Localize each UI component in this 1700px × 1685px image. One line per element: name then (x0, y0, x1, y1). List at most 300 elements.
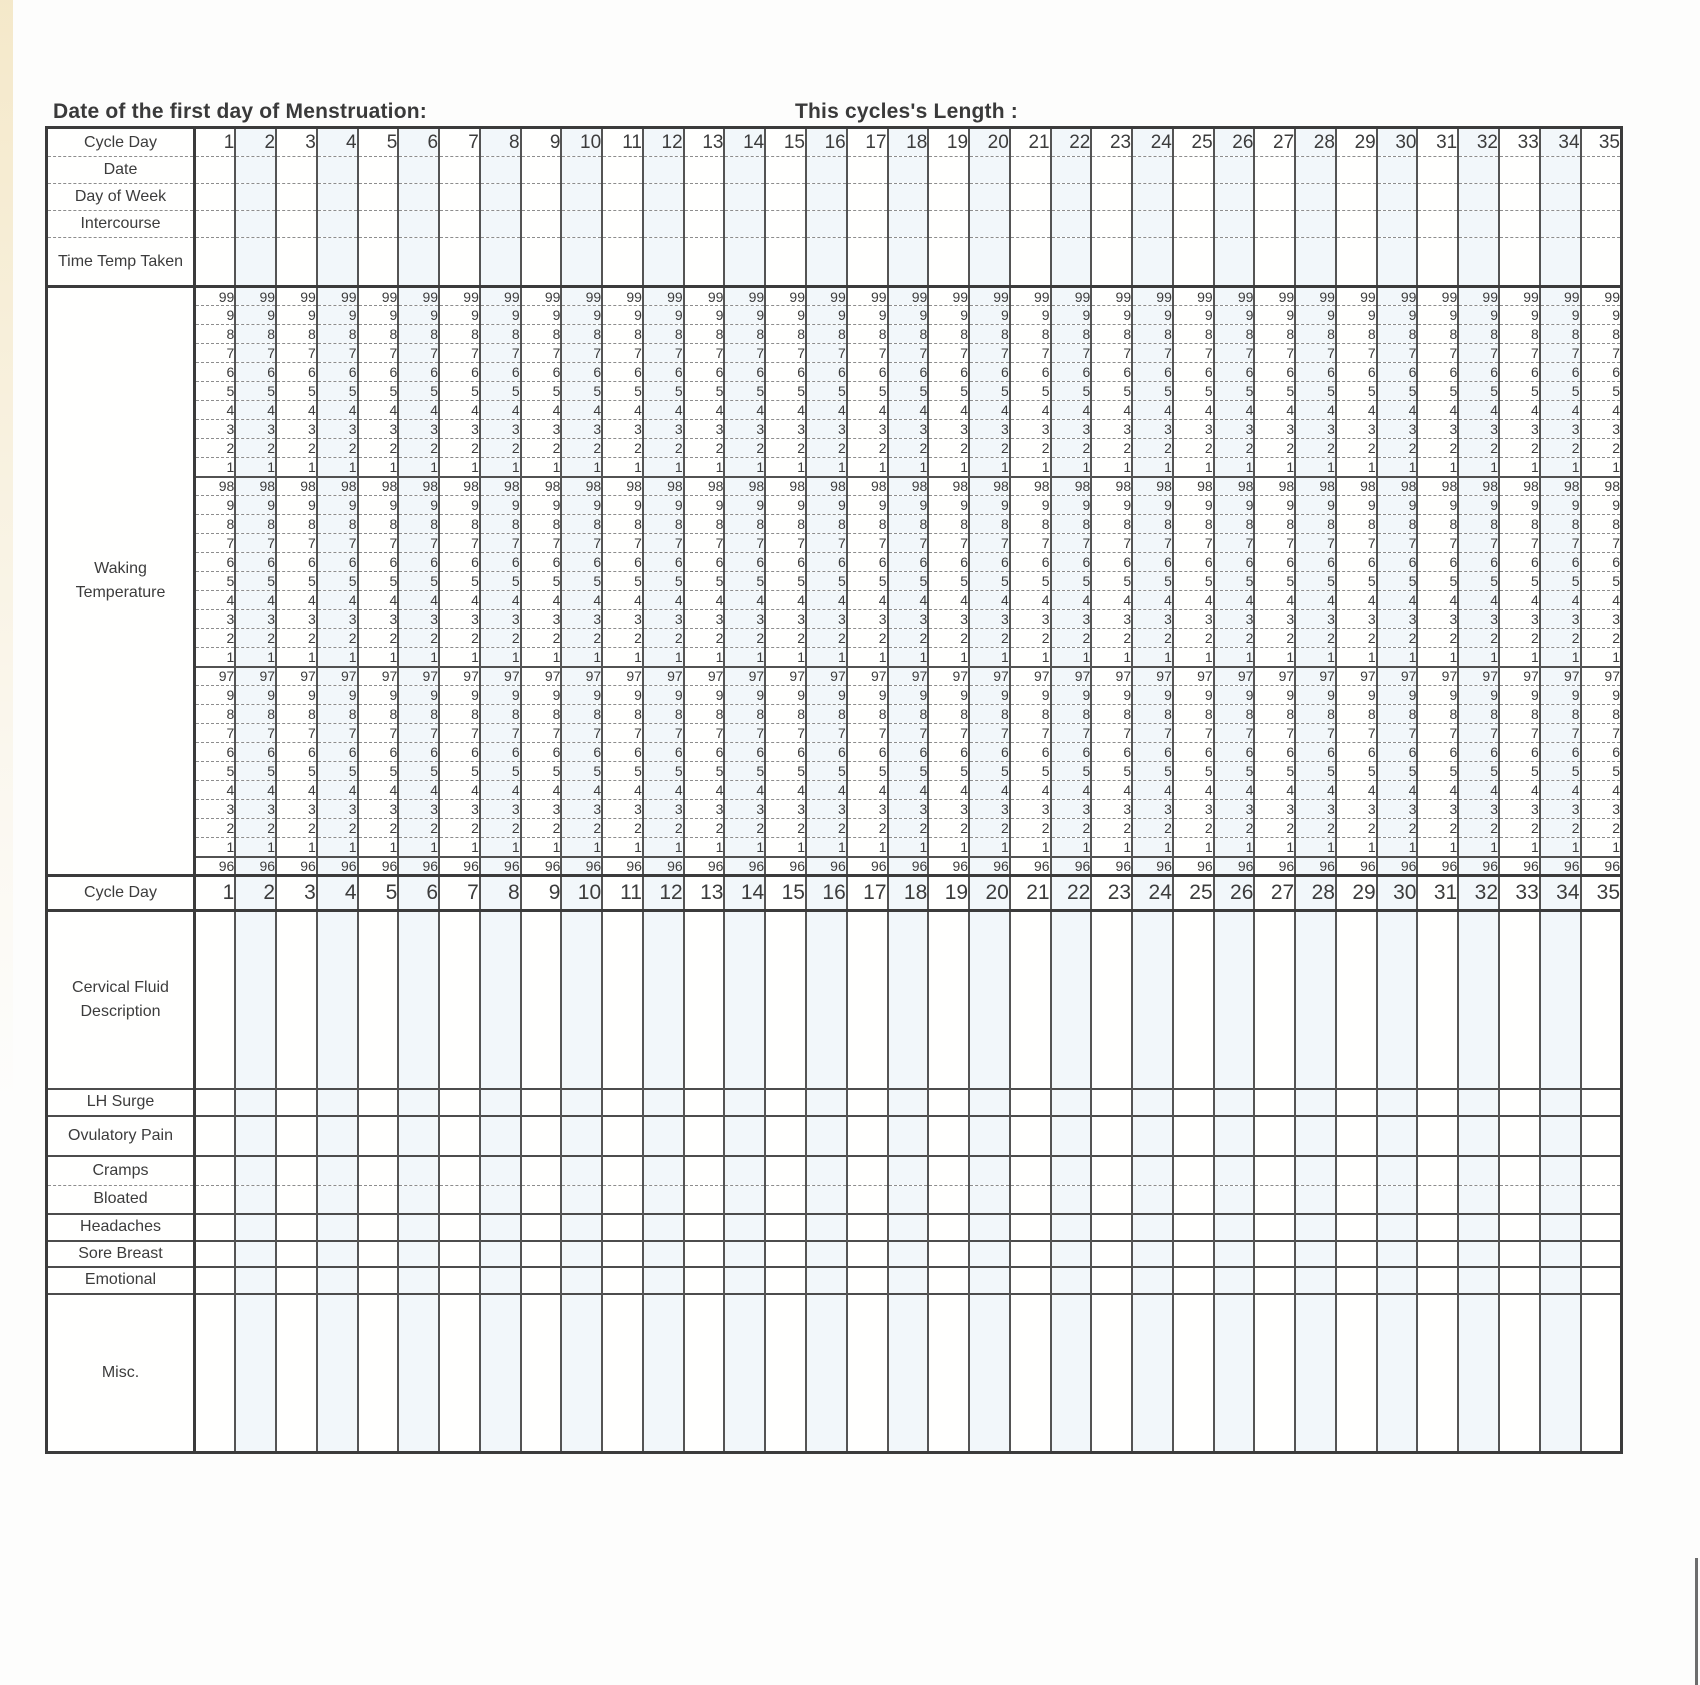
grid-cell-day-of-week (195, 184, 236, 211)
temp-scale-cell: 3 (684, 800, 725, 819)
temp-scale-cell: 4 (1214, 781, 1255, 800)
temp-scale-cell: 6 (1214, 553, 1255, 572)
grid-cell-time-temp-taken (195, 238, 236, 287)
grid-cell-lh-surge (1417, 1089, 1458, 1116)
temp-scale-cell: 5 (1254, 382, 1295, 401)
grid-cell-intercourse (1377, 211, 1418, 238)
chart-row (47, 629, 1622, 648)
temp-scale-cell: 3 (398, 610, 439, 629)
temp-scale-cell: 2 (928, 629, 969, 648)
grid-cell-intercourse (1010, 211, 1051, 238)
cycle-day-28: 28 (1295, 128, 1336, 157)
temp-scale-cell: 4 (969, 591, 1010, 610)
temp-scale-cell: 3 (1581, 610, 1622, 629)
grid-cell-intercourse (398, 211, 439, 238)
temp-scale-cell: 1 (1377, 838, 1418, 857)
chart-row (47, 306, 1622, 325)
row-label-day-of-week: Day of Week (47, 184, 195, 211)
grid-cell-emotional (439, 1267, 480, 1294)
temp-scale-cell: 5 (1214, 762, 1255, 781)
temp-scale-cell: 97 (1091, 667, 1132, 686)
temp-scale-cell: 96 (1499, 857, 1540, 876)
cycle-day-9: 9 (521, 876, 562, 911)
temp-scale-cell: 4 (847, 781, 888, 800)
grid-cell-cervical-fluid-description (969, 911, 1010, 1089)
grid-cell-emotional (398, 1267, 439, 1294)
grid-cell-day-of-week (358, 184, 399, 211)
temp-scale-cell: 3 (1010, 610, 1051, 629)
grid-cell-day-of-week (521, 184, 562, 211)
temp-scale-cell: 3 (1499, 610, 1540, 629)
grid-cell-headaches (969, 1214, 1010, 1241)
temp-scale-cell: 3 (1010, 420, 1051, 439)
temp-scale-cell: 2 (317, 629, 358, 648)
temp-scale-cell: 6 (398, 363, 439, 382)
temp-scale-cell: 1 (928, 838, 969, 857)
temp-scale-cell: 98 (1010, 477, 1051, 496)
temp-scale-cell: 4 (684, 401, 725, 420)
temp-scale-cell: 8 (643, 705, 684, 724)
grid-cell-time-temp-taken (398, 238, 439, 287)
temp-scale-cell: 5 (1336, 762, 1377, 781)
chart-row (47, 819, 1622, 838)
temp-scale-cell: 99 (1254, 287, 1295, 306)
temp-scale-cell: 99 (1336, 287, 1377, 306)
temp-scale-cell: 97 (1295, 667, 1336, 686)
temp-scale-cell: 3 (1417, 610, 1458, 629)
grid-cell-sore-breast (1295, 1241, 1336, 1267)
grid-cell-cervical-fluid-description (1499, 911, 1540, 1089)
cycle-day-13: 13 (684, 876, 725, 911)
temp-scale-cell: 5 (684, 762, 725, 781)
temp-scale-cell: 99 (1132, 287, 1173, 306)
grid-cell-cervical-fluid-description (1254, 911, 1295, 1089)
grid-cell-bloated (806, 1186, 847, 1214)
temp-scale-cell: 9 (847, 306, 888, 325)
temp-scale-cell: 2 (521, 629, 562, 648)
temp-scale-cell: 8 (1417, 705, 1458, 724)
temp-scale-cell: 7 (1254, 344, 1295, 363)
temp-scale-cell: 8 (1377, 515, 1418, 534)
temp-scale-cell: 1 (969, 838, 1010, 857)
temp-scale-cell: 99 (1458, 287, 1499, 306)
cycle-day-4: 4 (317, 128, 358, 157)
temp-scale-cell: 6 (1499, 743, 1540, 762)
temp-scale-cell: 9 (1173, 496, 1214, 515)
temp-scale-cell: 4 (643, 591, 684, 610)
temp-scale-cell: 4 (561, 401, 602, 420)
grid-cell-time-temp-taken (480, 238, 521, 287)
grid-cell-cramps (1132, 1156, 1173, 1186)
temp-scale-cell: 5 (1010, 762, 1051, 781)
temp-scale-cell: 2 (1295, 629, 1336, 648)
temp-scale-cell: 9 (195, 496, 236, 515)
temp-scale-cell: 8 (724, 325, 765, 344)
temp-scale-cell: 2 (1132, 819, 1173, 838)
grid-cell-time-temp-taken (439, 238, 480, 287)
temp-scale-cell: 4 (398, 401, 439, 420)
temp-scale-cell: 6 (317, 363, 358, 382)
temp-scale-cell: 99 (480, 287, 521, 306)
temp-scale-cell: 8 (765, 325, 806, 344)
temp-scale-cell: 8 (439, 705, 480, 724)
chart-row (47, 477, 1622, 496)
temp-scale-cell: 3 (1132, 420, 1173, 439)
grid-cell-cervical-fluid-description (1295, 911, 1336, 1089)
temp-scale-cell: 5 (521, 762, 562, 781)
temp-scale-cell: 8 (1132, 705, 1173, 724)
temp-scale-cell: 2 (358, 439, 399, 458)
temp-scale-cell: 6 (1377, 553, 1418, 572)
grid-cell-cramps (1010, 1156, 1051, 1186)
temp-scale-cell: 2 (1214, 439, 1255, 458)
temp-scale-cell: 2 (1214, 629, 1255, 648)
temp-scale-cell: 96 (1051, 857, 1092, 876)
temp-scale-cell: 96 (1214, 857, 1255, 876)
temp-scale-cell: 6 (521, 363, 562, 382)
temp-scale-cell: 6 (195, 363, 236, 382)
temp-scale-cell: 97 (1336, 667, 1377, 686)
grid-cell-bloated (724, 1186, 765, 1214)
cycle-day-33: 33 (1499, 876, 1540, 911)
temp-scale-cell: 6 (1581, 743, 1622, 762)
temp-scale-cell: 4 (602, 781, 643, 800)
temp-scale-cell: 99 (561, 287, 602, 306)
temp-scale-cell: 3 (1458, 420, 1499, 439)
temp-scale-cell: 7 (1214, 534, 1255, 553)
grid-cell-intercourse (1254, 211, 1295, 238)
grid-cell-cervical-fluid-description (235, 911, 276, 1089)
cycle-day-1: 1 (195, 128, 236, 157)
temp-scale-cell: 1 (847, 838, 888, 857)
grid-cell-sore-breast (847, 1241, 888, 1267)
temp-scale-cell: 7 (1010, 344, 1051, 363)
temp-scale-cell: 6 (847, 553, 888, 572)
temp-scale-cell: 3 (1295, 800, 1336, 819)
temp-scale-cell: 1 (439, 648, 480, 667)
grid-cell-ovulatory-pain (1295, 1116, 1336, 1156)
temp-scale-cell: 5 (1091, 572, 1132, 591)
grid-cell-emotional (1173, 1267, 1214, 1294)
grid-cell-emotional (724, 1267, 765, 1294)
grid-cell-cramps (1499, 1156, 1540, 1186)
grid-cell-intercourse (317, 211, 358, 238)
temp-scale-cell: 7 (969, 534, 1010, 553)
temp-scale-cell: 6 (724, 363, 765, 382)
grid-cell-day-of-week (928, 184, 969, 211)
temp-scale-cell: 5 (1173, 762, 1214, 781)
temp-scale-cell: 9 (398, 686, 439, 705)
grid-cell-headaches (439, 1214, 480, 1241)
temp-scale-cell: 2 (928, 819, 969, 838)
grid-cell-cramps (1214, 1156, 1255, 1186)
temp-scale-cell: 9 (684, 496, 725, 515)
grid-cell-cervical-fluid-description (602, 911, 643, 1089)
chart-row (47, 1267, 1622, 1294)
temp-scale-cell: 3 (888, 610, 929, 629)
temp-scale-cell: 2 (765, 439, 806, 458)
grid-cell-cervical-fluid-description (195, 911, 236, 1089)
temp-scale-cell: 9 (561, 686, 602, 705)
grid-cell-time-temp-taken (602, 238, 643, 287)
temp-scale-cell: 4 (1377, 781, 1418, 800)
temp-scale-cell: 2 (1010, 819, 1051, 838)
grid-cell-day-of-week (643, 184, 684, 211)
chart-row (47, 762, 1622, 781)
temp-scale-cell: 1 (1295, 458, 1336, 477)
temp-scale-cell: 7 (439, 534, 480, 553)
grid-cell-date (317, 157, 358, 184)
temp-scale-cell: 1 (1132, 838, 1173, 857)
grid-cell-time-temp-taken (317, 238, 358, 287)
temp-scale-cell: 5 (235, 382, 276, 401)
grid-cell-day-of-week (765, 184, 806, 211)
grid-cell-time-temp-taken (888, 238, 929, 287)
grid-cell-day-of-week (1377, 184, 1418, 211)
temp-scale-cell: 1 (888, 648, 929, 667)
temp-scale-cell: 7 (276, 724, 317, 743)
grid-cell-cervical-fluid-description (1377, 911, 1418, 1089)
grid-cell-bloated (1254, 1186, 1295, 1214)
temp-scale-cell: 4 (276, 591, 317, 610)
temp-scale-cell: 9 (928, 496, 969, 515)
temp-scale-cell: 7 (1377, 344, 1418, 363)
grid-cell-misc (561, 1294, 602, 1453)
grid-cell-day-of-week (1132, 184, 1173, 211)
grid-cell-lh-surge (561, 1089, 602, 1116)
temp-scale-cell: 2 (398, 819, 439, 838)
temp-scale-cell: 8 (480, 705, 521, 724)
grid-cell-bloated (398, 1186, 439, 1214)
temp-scale-cell: 9 (1336, 306, 1377, 325)
grid-cell-time-temp-taken (1010, 238, 1051, 287)
temp-scale-cell: 3 (1295, 610, 1336, 629)
temp-scale-cell: 9 (602, 496, 643, 515)
temp-scale-cell: 5 (1581, 572, 1622, 591)
temp-scale-cell: 7 (398, 344, 439, 363)
temp-scale-cell: 7 (643, 344, 684, 363)
grid-cell-intercourse (195, 211, 236, 238)
grid-cell-headaches (561, 1214, 602, 1241)
temp-scale-cell: 2 (765, 819, 806, 838)
temp-scale-cell: 7 (602, 534, 643, 553)
temp-scale-cell: 8 (195, 705, 236, 724)
temp-scale-cell: 97 (1458, 667, 1499, 686)
temp-scale-cell: 4 (358, 781, 399, 800)
temp-scale-cell: 98 (1581, 477, 1622, 496)
grid-cell-cramps (480, 1156, 521, 1186)
temp-scale-cell: 5 (1417, 572, 1458, 591)
grid-cell-cramps (684, 1156, 725, 1186)
temp-scale-cell: 3 (724, 800, 765, 819)
temp-scale-cell: 5 (888, 572, 929, 591)
temp-scale-cell: 9 (1295, 306, 1336, 325)
grid-cell-bloated (1132, 1186, 1173, 1214)
temp-scale-cell: 4 (847, 591, 888, 610)
temp-scale-cell: 96 (1458, 857, 1499, 876)
grid-cell-sore-breast (1458, 1241, 1499, 1267)
temp-scale-cell: 6 (1540, 743, 1581, 762)
temp-scale-cell: 3 (1132, 800, 1173, 819)
temp-scale-cell: 9 (1540, 496, 1581, 515)
grid-cell-emotional (1417, 1267, 1458, 1294)
temp-scale-cell: 2 (1091, 629, 1132, 648)
grid-cell-headaches (1254, 1214, 1295, 1241)
grid-cell-headaches (928, 1214, 969, 1241)
temp-scale-cell: 4 (724, 401, 765, 420)
grid-cell-cramps (398, 1156, 439, 1186)
temp-scale-cell: 6 (1132, 553, 1173, 572)
temp-scale-cell: 4 (602, 591, 643, 610)
scan-edge-artifact-right (1695, 1558, 1698, 1685)
temp-scale-cell: 8 (358, 325, 399, 344)
temp-scale-cell: 9 (1295, 496, 1336, 515)
grid-cell-day-of-week (847, 184, 888, 211)
temp-scale-cell: 98 (643, 477, 684, 496)
temp-scale-cell: 9 (1336, 686, 1377, 705)
temp-scale-cell: 1 (1540, 838, 1581, 857)
temp-scale-cell: 97 (888, 667, 929, 686)
temp-scale-cell: 6 (765, 743, 806, 762)
grid-cell-lh-surge (1214, 1089, 1255, 1116)
temp-scale-cell: 8 (969, 705, 1010, 724)
grid-cell-cervical-fluid-description (1173, 911, 1214, 1089)
temp-scale-cell: 6 (1051, 743, 1092, 762)
temp-scale-cell: 9 (195, 306, 236, 325)
grid-cell-date (1581, 157, 1622, 184)
temp-scale-cell: 4 (480, 401, 521, 420)
temp-scale-cell: 4 (1458, 591, 1499, 610)
temp-scale-cell: 6 (276, 553, 317, 572)
temp-scale-cell: 7 (1458, 344, 1499, 363)
fertility-chart-table (45, 126, 1623, 1454)
row-label-cycle-day: Cycle Day (47, 876, 195, 911)
temp-scale-cell: 8 (521, 515, 562, 534)
temp-scale-cell: 8 (684, 325, 725, 344)
temp-scale-cell: 5 (1417, 382, 1458, 401)
temp-scale-cell: 9 (1010, 306, 1051, 325)
temp-scale-cell: 7 (643, 724, 684, 743)
grid-cell-time-temp-taken (1254, 238, 1295, 287)
grid-cell-headaches (1581, 1214, 1622, 1241)
temp-scale-cell: 9 (1499, 306, 1540, 325)
temp-scale-cell: 9 (765, 496, 806, 515)
grid-cell-bloated (847, 1186, 888, 1214)
temp-scale-cell: 4 (1540, 591, 1581, 610)
temp-scale-cell: 5 (1091, 762, 1132, 781)
cycle-day-34: 34 (1540, 128, 1581, 157)
cycle-day-29: 29 (1336, 876, 1377, 911)
temp-scale-cell: 5 (398, 762, 439, 781)
grid-cell-ovulatory-pain (276, 1116, 317, 1156)
temp-scale-cell: 3 (928, 800, 969, 819)
temp-scale-cell: 5 (969, 762, 1010, 781)
grid-cell-bloated (1173, 1186, 1214, 1214)
temp-scale-cell: 9 (358, 686, 399, 705)
grid-cell-cramps (928, 1156, 969, 1186)
grid-cell-ovulatory-pain (439, 1116, 480, 1156)
temp-scale-cell: 7 (1540, 534, 1581, 553)
temp-scale-cell: 3 (235, 610, 276, 629)
temp-scale-cell: 8 (1336, 325, 1377, 344)
cycle-day-10: 10 (561, 128, 602, 157)
grid-cell-intercourse (1417, 211, 1458, 238)
grid-cell-misc (765, 1294, 806, 1453)
grid-cell-lh-surge (684, 1089, 725, 1116)
grid-cell-day-of-week (1581, 184, 1622, 211)
grid-cell-lh-surge (235, 1089, 276, 1116)
chart-row (47, 838, 1622, 857)
temp-scale-cell: 2 (276, 819, 317, 838)
grid-cell-headaches (195, 1214, 236, 1241)
temp-scale-cell: 99 (888, 287, 929, 306)
chart-row (47, 344, 1622, 363)
temp-scale-cell: 8 (888, 705, 929, 724)
temp-scale-cell: 8 (1295, 515, 1336, 534)
temp-scale-cell: 2 (1540, 629, 1581, 648)
temp-scale-cell: 3 (561, 800, 602, 819)
grid-cell-misc (1254, 1294, 1295, 1453)
temp-scale-cell: 5 (643, 572, 684, 591)
grid-cell-bloated (1214, 1186, 1255, 1214)
temp-scale-cell: 96 (1295, 857, 1336, 876)
temp-scale-cell: 2 (888, 629, 929, 648)
temp-scale-cell: 5 (765, 762, 806, 781)
grid-cell-day-of-week (398, 184, 439, 211)
temp-scale-cell: 3 (684, 420, 725, 439)
temp-scale-cell: 8 (602, 515, 643, 534)
chart-row (47, 591, 1622, 610)
temp-scale-cell: 1 (276, 838, 317, 857)
grid-cell-day-of-week (1254, 184, 1295, 211)
row-label-date: Date (47, 157, 195, 184)
grid-cell-time-temp-taken (1581, 238, 1622, 287)
grid-cell-sore-breast (643, 1241, 684, 1267)
grid-cell-time-temp-taken (1458, 238, 1499, 287)
grid-cell-cervical-fluid-description (398, 911, 439, 1089)
grid-cell-day-of-week (969, 184, 1010, 211)
temp-scale-cell: 7 (765, 534, 806, 553)
chart-row (47, 534, 1622, 553)
temp-scale-cell: 4 (561, 781, 602, 800)
temp-scale-cell: 97 (480, 667, 521, 686)
temp-scale-cell: 2 (1051, 819, 1092, 838)
grid-cell-date (724, 157, 765, 184)
temp-scale-cell: 9 (439, 496, 480, 515)
grid-cell-lh-surge (1458, 1089, 1499, 1116)
grid-cell-misc (806, 1294, 847, 1453)
temp-scale-cell: 1 (1214, 458, 1255, 477)
grid-cell-emotional (195, 1267, 236, 1294)
temp-scale-cell: 3 (806, 800, 847, 819)
grid-cell-ovulatory-pain (1499, 1116, 1540, 1156)
grid-cell-emotional (806, 1267, 847, 1294)
temp-scale-cell: 2 (806, 439, 847, 458)
grid-cell-date (1010, 157, 1051, 184)
temp-scale-cell: 6 (724, 553, 765, 572)
temp-scale-cell: 3 (1091, 800, 1132, 819)
grid-cell-misc (969, 1294, 1010, 1453)
temp-scale-cell: 5 (317, 572, 358, 591)
temp-scale-cell: 9 (1173, 306, 1214, 325)
temp-scale-cell: 8 (1377, 325, 1418, 344)
temp-scale-cell: 9 (317, 686, 358, 705)
grid-cell-day-of-week (1295, 184, 1336, 211)
grid-cell-intercourse (1336, 211, 1377, 238)
cycle-day-17: 17 (847, 876, 888, 911)
temp-scale-cell: 97 (928, 667, 969, 686)
temp-scale-cell: 4 (195, 781, 236, 800)
